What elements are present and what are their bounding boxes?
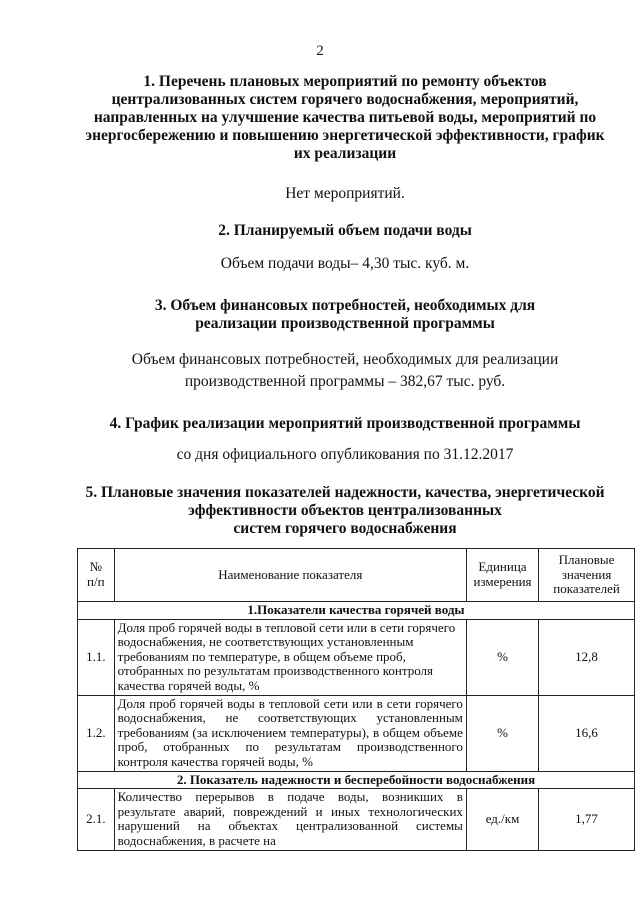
section-3-heading: 3. Объем финансовых потребностей, необходимых для реализации производственной программы [154, 297, 536, 332]
section-3-text: Объем финансовых потребностей, необходимых для реализации производственной программы – 382,67 тыс. руб. [131, 351, 559, 390]
row-name: Доля проб горячей воды в тепловой сети или в сети горячего водоснабжения, не соответствующих установленным требованиям (за исключением температуры), в общем объеме проб, отобранных по результатам производственного контроля качества горячей воды, % [114, 695, 466, 771]
group-title: 1.Показатели качества горячей воды [78, 602, 635, 620]
table-header-row [78, 549, 635, 602]
section-5-heading: 5. Плановые значения показателей надежности, качества, энергетической эффективности объектов централизованных систем горячего водоснабжения [85, 484, 605, 537]
row-value: 16,6 [539, 695, 635, 771]
row-name: Количество перерывов в подаче воды, возникших в результате аварий, повреждений и иных технологических нарушений на объектах централизованной системы водоснабжения, в расчете на [114, 789, 466, 850]
row-unit: % [466, 695, 538, 771]
group-title: 2. Показатель надежности и бесперебойности водоснабжения [78, 771, 635, 789]
section-1-text: Нет мероприятий. [285, 185, 405, 202]
table-group-row [78, 771, 635, 789]
table-group-row [78, 602, 635, 620]
header-name: Наименование показателя [114, 549, 466, 602]
row-value: 1,77 [539, 789, 635, 850]
section-4-text: со дня официального опубликования по 31.12.2017 [176, 446, 514, 463]
header-number: № п/п [78, 549, 115, 602]
header-value: Плановые значения показателей [539, 549, 635, 602]
row-number: 1.1. [78, 619, 115, 695]
row-number: 1.2. [78, 695, 115, 771]
section-4-heading: 4. График реализации мероприятий производственной программы [109, 415, 581, 432]
section-1-heading: 1. Перечень плановых мероприятий по ремонту объектов централизованных систем горячего водоснабжения, мероприятий, направленных на улучшение качества питьевой воды, мероприятий по энергосбережению и повышению энергетической эффективности, график их реализации [85, 73, 605, 162]
table-row [78, 619, 635, 695]
section-2-text: Объем подачи воды– 4,30 тыс. куб. м. [220, 255, 470, 272]
row-unit: ед./км [466, 789, 538, 850]
table-row [78, 789, 635, 850]
row-name: Доля проб горячей воды в тепловой сети или в сети горячего водоснабжения, не соответствующих установленным требованиям по температуре, в общем объеме проб, отобранных по результатам производственного контроля качества горячей воды, % [114, 619, 466, 695]
indicators-table [77, 548, 635, 851]
section-2-heading: 2. Планируемый объем подачи воды [218, 222, 472, 239]
table-row [78, 695, 635, 771]
row-number: 2.1. [78, 789, 115, 850]
row-value: 12,8 [539, 619, 635, 695]
row-unit: % [466, 619, 538, 695]
header-unit: Единица измерения [466, 549, 538, 602]
page-number: 2 [316, 43, 324, 59]
